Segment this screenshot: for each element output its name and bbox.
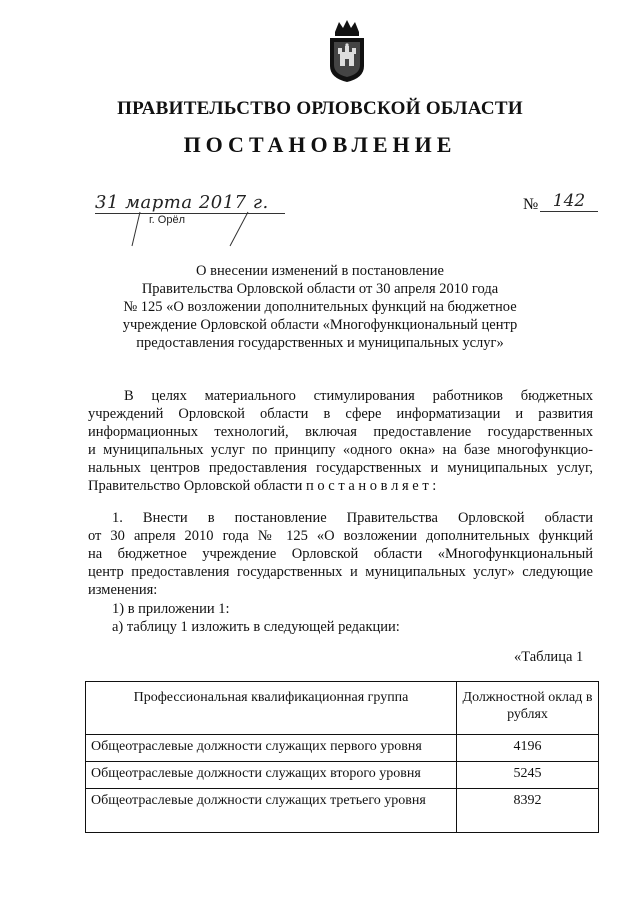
subject-line: № 125 «О возложении дополнительных функций на бюджетное: [123, 299, 517, 315]
clause-line: от 30 апреля 2010 года № 125 «О возложении дополнительных функций: [88, 528, 593, 544]
date-handwritten: 31 марта 2017 г.: [95, 193, 285, 214]
table-caption: «Таблица 1: [514, 649, 584, 665]
table-header-row: [86, 682, 599, 735]
document-subject: [0, 262, 640, 352]
document-type: ПОСТАНОВЛЕНИЕ: [183, 132, 457, 157]
preamble-line: В целях материального стимулирования работников бюджетных: [124, 388, 593, 404]
preamble-line: Правительство Орловской области п о с т а н о в л я е т :: [88, 478, 437, 494]
table-row: [86, 735, 599, 762]
header-salary: Должностной оклад в рублях: [457, 682, 599, 735]
coat-of-arms-icon: [327, 18, 367, 84]
preamble-line: учреждений Орловской области в сфере информатизации и развития: [88, 406, 593, 422]
preamble-line: информационных технологий, включая предоставление государственных: [88, 424, 593, 440]
salary-table: [85, 681, 599, 833]
clause-line: 1. Внести в постановление Правительства Орловской области: [112, 510, 593, 526]
subitem-a: а) таблицу 1 изложить в следующей редакции:: [112, 619, 400, 635]
subject-line: О внесении изменений в постановление: [196, 263, 444, 279]
header-group: Профессиональная квалификационная группа: [86, 682, 457, 735]
cell-group: Общеотраслевые должности служащих первого уровня: [86, 735, 457, 762]
cell-salary: 5245: [457, 762, 599, 789]
table-row: [86, 762, 599, 789]
preamble-line: нальных центров предоставления государственных и муниципальных услуг,: [88, 460, 593, 476]
preamble-paragraph: [88, 387, 593, 495]
clause-line: изменения:: [88, 582, 158, 598]
city: г. Орёл: [149, 214, 185, 226]
subject-line: учреждение Орловской области «Многофункциональный центр: [122, 317, 518, 333]
subject-line: предоставления государственных и муниципальных услуг»: [136, 335, 504, 351]
cell-group: Общеотраслевые должности служащих третьего уровня: [86, 789, 457, 833]
cell-group: Общеотраслевые должности служащих второго уровня: [86, 762, 457, 789]
cell-salary: 4196: [457, 735, 599, 762]
table-row: [86, 789, 599, 833]
number-label: №: [523, 196, 539, 213]
preamble-line: и муниципальных услуг по принципу «одного окна» на базе многофункцио-: [88, 442, 593, 458]
subject-line: Правительства Орловской области от 30 апреля 2010 года: [141, 281, 499, 297]
clause-1-paragraph: [88, 509, 593, 599]
subitem-1: 1) в приложении 1:: [112, 601, 230, 617]
government-name: ПРАВИТЕЛЬСТВО ОРЛОВСКОЙ ОБЛАСТИ: [117, 98, 523, 119]
number-handwritten: 142: [540, 191, 598, 212]
cell-salary: 8392: [457, 789, 599, 833]
signature-stroke-icon: [130, 210, 250, 250]
clause-line: на бюджетное учреждение Орловской области «Многофункциональный: [88, 546, 593, 562]
clause-line: центр предоставления государственных и муниципальных услуг» следующие: [88, 564, 593, 580]
